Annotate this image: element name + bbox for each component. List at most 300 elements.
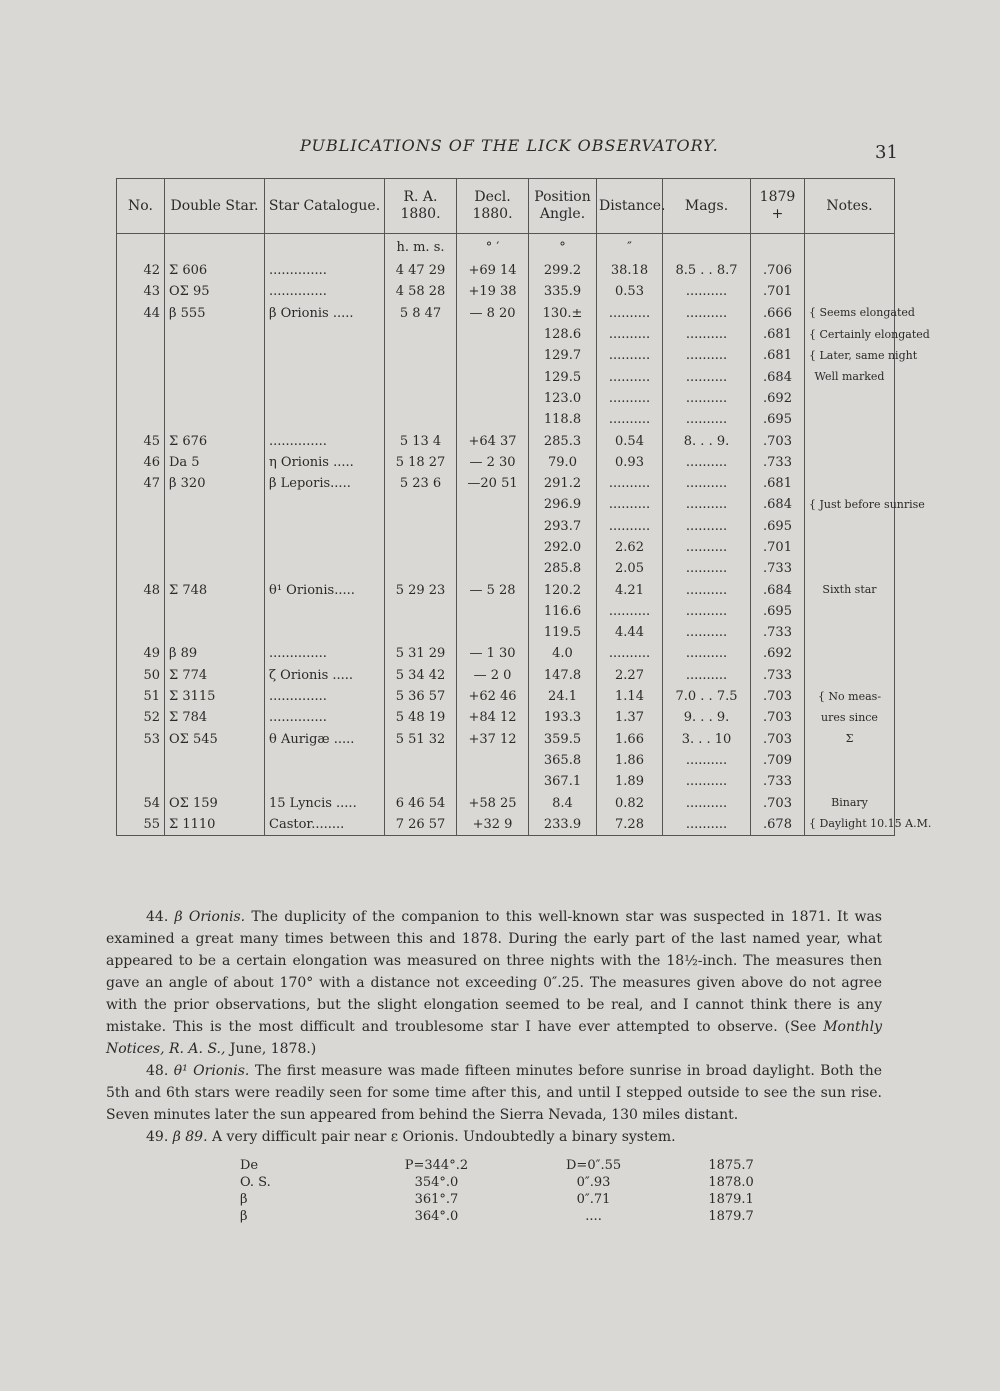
cell-no: 50 xyxy=(117,665,165,686)
cell-pa: 116.6 xyxy=(529,601,597,622)
cell-notes xyxy=(805,516,895,537)
cell-epoch: .666 xyxy=(751,303,805,324)
note-body: A very difficult pair near ε Orionis. Undoubtedly a binary system. xyxy=(211,1129,676,1145)
cell-notes: { Certainly elongated xyxy=(805,324,895,345)
cell-notes xyxy=(805,771,895,792)
cell-decl xyxy=(457,771,529,792)
cell-dist: .......... xyxy=(597,516,663,537)
cell-notes xyxy=(805,260,895,281)
table-row xyxy=(117,707,895,728)
cell-ra xyxy=(385,516,457,537)
cell-star xyxy=(165,494,265,515)
col-header: R. A. 1880. xyxy=(385,179,457,234)
cell-epoch: .701 xyxy=(751,281,805,302)
cell-notes xyxy=(805,452,895,473)
cell-epoch: .695 xyxy=(751,601,805,622)
cell-cat xyxy=(265,750,385,771)
cell-ra: 5 13 4 xyxy=(385,430,457,451)
cell-pa: 123.0 xyxy=(529,388,597,409)
note-number: 48. xyxy=(146,1063,169,1079)
cell-star xyxy=(165,388,265,409)
cell-epoch: .703 xyxy=(751,430,805,451)
cell-no: 51 xyxy=(117,686,165,707)
cell-ra: 4 47 29 xyxy=(385,260,457,281)
measure-obs: O. S. xyxy=(240,1175,271,1190)
cell-star: Σ 774 xyxy=(165,665,265,686)
cell-epoch: .684 xyxy=(751,366,805,387)
table-header-row xyxy=(117,179,895,234)
measure-d: .... xyxy=(585,1209,602,1224)
cell-mags: .......... xyxy=(663,771,751,792)
table-row xyxy=(117,324,895,345)
cell-star: Da 5 xyxy=(165,452,265,473)
cell-star xyxy=(165,558,265,579)
cell-pa: 129.5 xyxy=(529,366,597,387)
measures-list xyxy=(230,1158,790,1226)
cell-epoch: .733 xyxy=(751,558,805,579)
note-body: The duplicity of the companion to this well-known star was suspected in 1871. It was examined a great many times between this and 1878. During the early part of the last named year, what appeared to be a certain elongation was measured on three nights with the 18½-inch. The measures then gave an angle of about 170° with a distance not exceeding 0″.25. The measures given above do not agree with the prior observations, but the slight elongation seemed to be real, and I cannot think there is any mistake. This is the most difficult and troublesome star I have ever attempted to observe. (See xyxy=(106,909,882,1035)
cell-epoch: .695 xyxy=(751,516,805,537)
cell-no: 46 xyxy=(117,452,165,473)
cell-dist: .......... xyxy=(597,324,663,345)
cell-star: Σ 676 xyxy=(165,430,265,451)
cell-cat: η Orionis ..... xyxy=(265,452,385,473)
cell-dist: 0.54 xyxy=(597,430,663,451)
cell-cat xyxy=(265,366,385,387)
cell-notes xyxy=(805,281,895,302)
cell-ra xyxy=(385,750,457,771)
table-row xyxy=(117,516,895,537)
cell-decl: — 2 0 xyxy=(457,665,529,686)
cell-no: 47 xyxy=(117,473,165,494)
cell-no xyxy=(117,601,165,622)
cell-ra xyxy=(385,409,457,430)
cell-pa: 367.1 xyxy=(529,771,597,792)
cell-star: Σ 606 xyxy=(165,260,265,281)
cell-dist: 1.14 xyxy=(597,686,663,707)
cell-notes: Binary xyxy=(805,792,895,813)
cell-decl: — 2 30 xyxy=(457,452,529,473)
cell-mags: .......... xyxy=(663,303,751,324)
cell-decl xyxy=(457,324,529,345)
cell-epoch: .684 xyxy=(751,494,805,515)
cell-cat xyxy=(265,324,385,345)
cell-dist: 7.28 xyxy=(597,814,663,836)
cell-pa: 130.± xyxy=(529,303,597,324)
cell-decl: +32 9 xyxy=(457,814,529,836)
cell-no: 54 xyxy=(117,792,165,813)
cell-cat: .............. xyxy=(265,260,385,281)
cell-mags: 8. . . 9. xyxy=(663,430,751,451)
cell-no: 49 xyxy=(117,643,165,664)
cell-cat xyxy=(265,345,385,366)
cell-ra xyxy=(385,537,457,558)
cell-ra xyxy=(385,622,457,643)
cell-decl: +69 14 xyxy=(457,260,529,281)
cell-mags: .......... xyxy=(663,388,751,409)
cell-notes xyxy=(805,537,895,558)
unit-pa: ° xyxy=(529,234,597,261)
note-number: 44. xyxy=(146,909,169,925)
cell-cat xyxy=(265,558,385,579)
cell-star xyxy=(165,771,265,792)
note-body-end: June, 1878.) xyxy=(229,1041,317,1057)
measure-row xyxy=(230,1192,790,1209)
cell-epoch: .733 xyxy=(751,665,805,686)
measure-date: 1875.7 xyxy=(708,1158,754,1173)
cell-cat xyxy=(265,494,385,515)
cell-decl xyxy=(457,601,529,622)
unit-dist: ″ xyxy=(597,234,663,261)
cell-dist: 4.21 xyxy=(597,579,663,600)
note-reference: Monthly Notices, R. A. S., xyxy=(106,1019,882,1057)
col-header: Notes. xyxy=(805,179,895,234)
cell-dist: .......... xyxy=(597,366,663,387)
units-row xyxy=(117,234,895,261)
cell-notes xyxy=(805,388,895,409)
cell-pa: 147.8 xyxy=(529,665,597,686)
col-header: No. xyxy=(117,179,165,234)
cell-pa: 291.2 xyxy=(529,473,597,494)
cell-epoch: .706 xyxy=(751,260,805,281)
cell-epoch: .692 xyxy=(751,388,805,409)
table-row xyxy=(117,792,895,813)
note-star: β Orionis. xyxy=(174,909,246,925)
table-row xyxy=(117,558,895,579)
cell-cat: ζ Orionis ..... xyxy=(265,665,385,686)
measure-row xyxy=(230,1175,790,1192)
cell-notes xyxy=(805,622,895,643)
cell-epoch: .695 xyxy=(751,409,805,430)
cell-cat: θ¹ Orionis..... xyxy=(265,579,385,600)
cell-pa: 299.2 xyxy=(529,260,597,281)
table-row xyxy=(117,771,895,792)
cell-mags: 3. . . 10 xyxy=(663,729,751,750)
cell-dist: 1.66 xyxy=(597,729,663,750)
cell-cat xyxy=(265,537,385,558)
cell-notes: ures since xyxy=(805,707,895,728)
cell-mags: .......... xyxy=(663,814,751,836)
cell-decl: +62 46 xyxy=(457,686,529,707)
cell-no xyxy=(117,537,165,558)
cell-star: OΣ 545 xyxy=(165,729,265,750)
cell-ra: 5 23 6 xyxy=(385,473,457,494)
cell-pa: 293.7 xyxy=(529,516,597,537)
cell-epoch: .684 xyxy=(751,579,805,600)
cell-notes: { Just before sunrise xyxy=(805,494,895,515)
cell-no: 53 xyxy=(117,729,165,750)
cell-pa: 292.0 xyxy=(529,537,597,558)
cell-cat: 15 Lyncis ..... xyxy=(265,792,385,813)
measure-date: 1878.0 xyxy=(708,1175,754,1190)
table-row xyxy=(117,686,895,707)
cell-no xyxy=(117,558,165,579)
measure-obs: β xyxy=(240,1209,248,1224)
cell-ra xyxy=(385,558,457,579)
cell-decl xyxy=(457,409,529,430)
cell-notes xyxy=(805,665,895,686)
unit-ra: h. m. s. xyxy=(385,234,457,261)
cell-cat: .............. xyxy=(265,707,385,728)
cell-cat xyxy=(265,622,385,643)
cell-ra xyxy=(385,494,457,515)
cell-cat: .............. xyxy=(265,281,385,302)
cell-star xyxy=(165,366,265,387)
cell-mags: .......... xyxy=(663,324,751,345)
cell-pa: 335.9 xyxy=(529,281,597,302)
col-header: Distance. xyxy=(597,179,663,234)
cell-dist: .......... xyxy=(597,643,663,664)
cell-epoch: .681 xyxy=(751,324,805,345)
cell-notes: { Seems elongated xyxy=(805,303,895,324)
measure-obs: β xyxy=(240,1192,248,1207)
cell-cat: .............. xyxy=(265,430,385,451)
cell-decl: +37 12 xyxy=(457,729,529,750)
cell-mags: 8.5 . . 8.7 xyxy=(663,260,751,281)
cell-no xyxy=(117,366,165,387)
measure-p: 361°.7 xyxy=(414,1192,459,1207)
cell-cat: β Orionis ..... xyxy=(265,303,385,324)
cell-notes: Well marked xyxy=(805,366,895,387)
cell-pa: 24.1 xyxy=(529,686,597,707)
cell-ra: 5 29 23 xyxy=(385,579,457,600)
note-star: θ¹ Orionis. xyxy=(173,1063,250,1079)
cell-decl xyxy=(457,366,529,387)
cell-dist: 1.89 xyxy=(597,771,663,792)
cell-pa: 365.8 xyxy=(529,750,597,771)
cell-decl xyxy=(457,537,529,558)
cell-notes: { Daylight 10.15 A.M. xyxy=(805,814,895,836)
cell-epoch: .709 xyxy=(751,750,805,771)
cell-epoch: .703 xyxy=(751,686,805,707)
measure-date: 1879.7 xyxy=(708,1209,754,1224)
cell-no xyxy=(117,622,165,643)
cell-no: 55 xyxy=(117,814,165,836)
cell-star xyxy=(165,324,265,345)
cell-star: Σ 1110 xyxy=(165,814,265,836)
cell-dist: .......... xyxy=(597,345,663,366)
cell-mags: .......... xyxy=(663,750,751,771)
measure-row xyxy=(230,1158,790,1175)
cell-epoch: .681 xyxy=(751,345,805,366)
cell-notes xyxy=(805,750,895,771)
measure-p: P=344°.2 xyxy=(404,1158,469,1173)
cell-ra: 5 31 29 xyxy=(385,643,457,664)
cell-pa: 285.8 xyxy=(529,558,597,579)
cell-epoch: .733 xyxy=(751,452,805,473)
notes-text xyxy=(106,906,882,1148)
cell-star: OΣ 95 xyxy=(165,281,265,302)
double-star-table xyxy=(116,178,932,836)
cell-star: β 320 xyxy=(165,473,265,494)
table-row xyxy=(117,409,895,430)
cell-epoch: .681 xyxy=(751,473,805,494)
cell-dist: 0.53 xyxy=(597,281,663,302)
table-row xyxy=(117,430,895,451)
cell-no: 44 xyxy=(117,303,165,324)
table-row xyxy=(117,473,895,494)
cell-epoch: .678 xyxy=(751,814,805,836)
cell-cat xyxy=(265,409,385,430)
cell-dist: 4.44 xyxy=(597,622,663,643)
cell-no xyxy=(117,771,165,792)
cell-decl xyxy=(457,622,529,643)
cell-star: Σ 784 xyxy=(165,707,265,728)
cell-star xyxy=(165,601,265,622)
cell-decl: +19 38 xyxy=(457,281,529,302)
col-header: Mags. xyxy=(663,179,751,234)
cell-no: 42 xyxy=(117,260,165,281)
cell-star xyxy=(165,516,265,537)
cell-no: 52 xyxy=(117,707,165,728)
cell-mags: .......... xyxy=(663,473,751,494)
table-row xyxy=(117,345,895,366)
table-row xyxy=(117,303,895,324)
cell-decl xyxy=(457,750,529,771)
cell-decl: — 8 20 xyxy=(457,303,529,324)
cell-ra xyxy=(385,771,457,792)
cell-notes xyxy=(805,558,895,579)
cell-epoch: .733 xyxy=(751,771,805,792)
table-row xyxy=(117,537,895,558)
running-title: PUBLICATIONS OF THE LICK OBSERVATORY. xyxy=(300,136,719,155)
cell-epoch: .701 xyxy=(751,537,805,558)
note-48 xyxy=(106,1060,882,1126)
cell-ra: 6 46 54 xyxy=(385,792,457,813)
measure-p: 354°.0 xyxy=(414,1175,459,1190)
cell-mags: .......... xyxy=(663,516,751,537)
cell-notes: { No meas- xyxy=(805,686,895,707)
cell-pa: 120.2 xyxy=(529,579,597,600)
cell-mags: .......... xyxy=(663,643,751,664)
cell-decl xyxy=(457,388,529,409)
cell-decl xyxy=(457,345,529,366)
col-header: Decl. 1880. xyxy=(457,179,529,234)
cell-notes xyxy=(805,430,895,451)
col-header: Double Star. xyxy=(165,179,265,234)
table-row xyxy=(117,622,895,643)
cell-notes xyxy=(805,643,895,664)
cell-mags: .......... xyxy=(663,281,751,302)
cell-star: Σ 748 xyxy=(165,579,265,600)
cell-pa: 296.9 xyxy=(529,494,597,515)
cell-notes xyxy=(805,473,895,494)
note-49 xyxy=(106,1126,882,1148)
table-row xyxy=(117,729,895,750)
cell-ra: 5 34 42 xyxy=(385,665,457,686)
cell-epoch: .703 xyxy=(751,792,805,813)
cell-decl: +58 25 xyxy=(457,792,529,813)
cell-pa: 233.9 xyxy=(529,814,597,836)
cell-mags: 9. . . 9. xyxy=(663,707,751,728)
cell-ra: 5 8 47 xyxy=(385,303,457,324)
col-header: Position Angle. xyxy=(529,179,597,234)
page-number: 31 xyxy=(875,142,898,163)
cell-star xyxy=(165,537,265,558)
cell-cat xyxy=(265,601,385,622)
cell-decl: +84 12 xyxy=(457,707,529,728)
cell-pa: 119.5 xyxy=(529,622,597,643)
cell-no xyxy=(117,516,165,537)
table-row xyxy=(117,814,895,836)
table-row xyxy=(117,281,895,302)
measure-row xyxy=(230,1209,790,1226)
cell-no xyxy=(117,409,165,430)
cell-mags: .......... xyxy=(663,452,751,473)
col-header: 1879 + xyxy=(751,179,805,234)
cell-notes xyxy=(805,601,895,622)
cell-decl: — 5 28 xyxy=(457,579,529,600)
note-number: 49. xyxy=(146,1129,169,1145)
cell-ra xyxy=(385,366,457,387)
cell-star: β 555 xyxy=(165,303,265,324)
cell-mags: .......... xyxy=(663,665,751,686)
cell-dist: 38.18 xyxy=(597,260,663,281)
cell-mags: .......... xyxy=(663,345,751,366)
cell-mags: .......... xyxy=(663,494,751,515)
cell-star xyxy=(165,345,265,366)
cell-pa: 285.3 xyxy=(529,430,597,451)
cell-cat: θ Aurigæ ..... xyxy=(265,729,385,750)
cell-pa: 4.0 xyxy=(529,643,597,664)
measure-d: 0″.93 xyxy=(576,1175,611,1190)
cell-star: OΣ 159 xyxy=(165,792,265,813)
table-row xyxy=(117,366,895,387)
cell-dist: 2.05 xyxy=(597,558,663,579)
cell-dist: .......... xyxy=(597,303,663,324)
cell-ra xyxy=(385,388,457,409)
cell-dist: 2.62 xyxy=(597,537,663,558)
cell-epoch: .692 xyxy=(751,643,805,664)
cell-star xyxy=(165,409,265,430)
cell-no: 48 xyxy=(117,579,165,600)
cell-mags: .......... xyxy=(663,622,751,643)
table-row xyxy=(117,260,895,281)
note-star: β 89. xyxy=(172,1129,208,1145)
cell-cat xyxy=(265,516,385,537)
cell-dist: .......... xyxy=(597,473,663,494)
cell-dist: 1.37 xyxy=(597,707,663,728)
page-header xyxy=(0,136,1000,166)
cell-cat xyxy=(265,388,385,409)
cell-cat: .............. xyxy=(265,686,385,707)
measure-date: 1879.1 xyxy=(708,1192,754,1207)
cell-decl: +64 37 xyxy=(457,430,529,451)
table-row xyxy=(117,452,895,473)
cell-notes: Σ xyxy=(805,729,895,750)
cell-dist: 0.93 xyxy=(597,452,663,473)
cell-decl xyxy=(457,558,529,579)
cell-notes: Sixth star xyxy=(805,579,895,600)
cell-pa: 128.6 xyxy=(529,324,597,345)
cell-mags: .......... xyxy=(663,601,751,622)
cell-no: 45 xyxy=(117,430,165,451)
cell-ra: 7 26 57 xyxy=(385,814,457,836)
cell-decl: —20 51 xyxy=(457,473,529,494)
cell-star: Σ 3115 xyxy=(165,686,265,707)
table-row xyxy=(117,579,895,600)
cell-decl xyxy=(457,494,529,515)
cell-ra xyxy=(385,601,457,622)
cell-cat: Castor........ xyxy=(265,814,385,836)
cell-dist: .......... xyxy=(597,388,663,409)
table-row xyxy=(117,665,895,686)
cell-no xyxy=(117,324,165,345)
cell-dist: 0.82 xyxy=(597,792,663,813)
cell-no xyxy=(117,750,165,771)
cell-cat: β Leporis..... xyxy=(265,473,385,494)
cell-decl: — 1 30 xyxy=(457,643,529,664)
